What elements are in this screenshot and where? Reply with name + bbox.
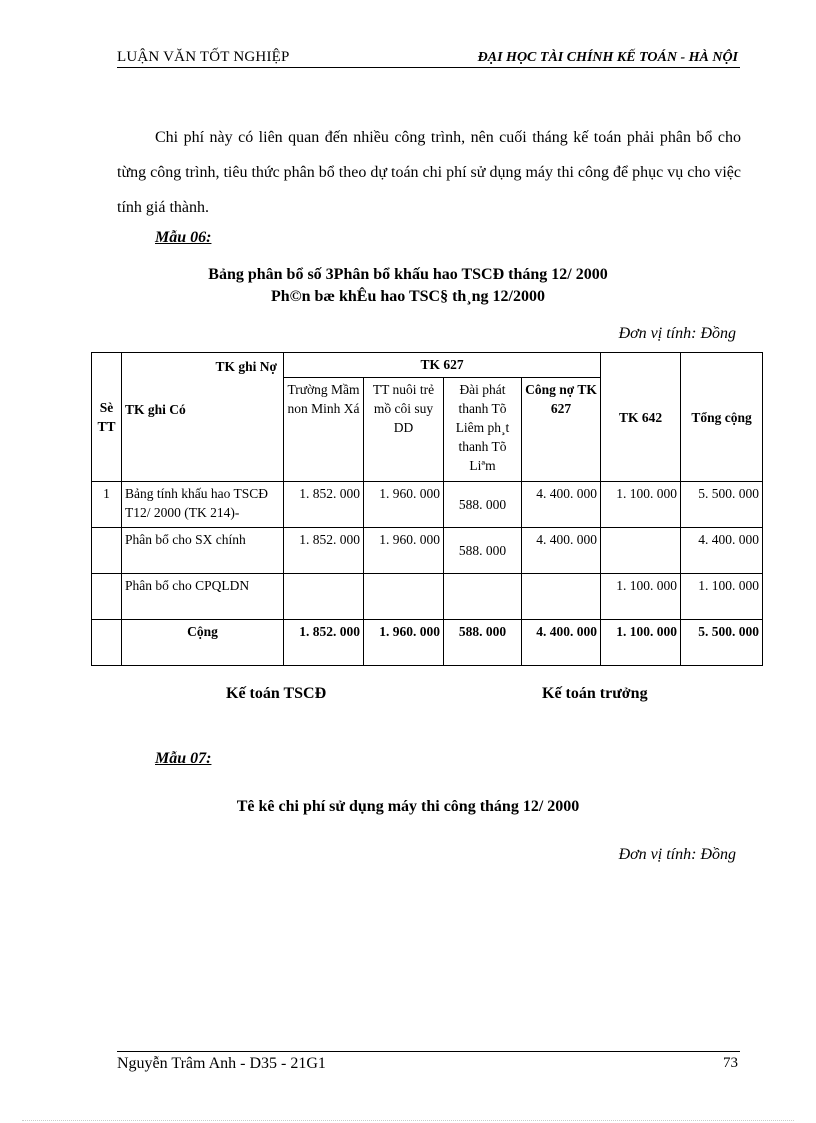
signature-asset-accountant: Kế toán TSCĐ: [226, 685, 327, 702]
header-left: LUẬN VĂN TỐT NGHIỆP: [117, 49, 290, 65]
row-value: [284, 574, 364, 620]
form-07-title: Tê kê chi phí sử dụng máy thi công tháng 12/ 2000: [236, 798, 580, 815]
header-divider: [117, 67, 740, 68]
header-stt: Sè TT: [92, 353, 122, 482]
table-total-row: [92, 620, 763, 666]
row-value: 4. 400. 000: [522, 482, 601, 528]
row-value: 1. 100. 000: [681, 574, 763, 620]
page-edge: [22, 1120, 794, 1121]
header-debit-account: TK ghi Nợ: [215, 359, 277, 374]
header-sub-orphan-center: TT nuôi trẻ mồ côi suy DD: [364, 378, 444, 482]
row-value: 588. 000: [444, 482, 522, 528]
form-06-title: Bảng phân bổ số 3Phân bổ khấu hao TSCĐ tháng 12/ 2000: [208, 266, 608, 283]
row-value: 1. 100. 000: [601, 482, 681, 528]
header-sub-radio-station: Đài phát thanh Tõ Liêm ph¸t thanh Tõ Liªm: [444, 378, 522, 482]
total-label: Cộng: [122, 620, 284, 666]
row-value: 1. 852. 000: [284, 482, 364, 528]
total-stt: [92, 620, 122, 666]
row-value: 1. 960. 000: [364, 528, 444, 574]
header-tk627: TK 627: [284, 353, 601, 378]
row-description: Phân bổ cho SX chính: [122, 528, 284, 574]
form-07-label: Mẫu 07:: [155, 750, 212, 767]
row-value: 1. 960. 000: [364, 482, 444, 528]
table-row: [92, 574, 763, 620]
row-value: [364, 574, 444, 620]
form-06-label: Mẫu 06:: [155, 229, 212, 246]
total-value: 588. 000: [444, 620, 522, 666]
footer-author: Nguyễn Trâm Anh - D35 - 21G1: [117, 1055, 326, 1072]
header-right: ĐẠI HỌC TÀI CHÍNH KẾ TOÁN - HÀ NỘI: [477, 50, 738, 65]
row-value: 588. 000: [444, 528, 522, 574]
intro-paragraph: Chi phí này có liên quan đến nhiều công trình, nên cuối tháng kế toán phải phân bổ cho từng công trình, tiêu thức phân bổ theo dự toán chi phí sử dụng máy thi công để phục vụ cho việc tính giá thành.: [117, 129, 741, 216]
total-value: 1. 960. 000: [364, 620, 444, 666]
row-value: 1. 100. 000: [601, 574, 681, 620]
form-07-unit: Đơn vị tính: Đồng: [618, 846, 736, 863]
signature-chief-accountant: Kế toán trưởng: [542, 685, 648, 702]
total-value: 1. 852. 000: [284, 620, 364, 666]
total-value: 5. 500. 000: [681, 620, 763, 666]
header-total: Tổng cộng: [681, 353, 763, 482]
total-value: 1. 100. 000: [601, 620, 681, 666]
row-description: Bảng tính khấu hao TSCĐ T12/ 2000 (TK 214)-: [122, 482, 284, 528]
row-value: 4. 400. 000: [522, 528, 601, 574]
form-06-subtitle: Ph©n bæ khÊu hao TSC§ th¸ng 12/2000: [271, 288, 545, 305]
row-stt: [92, 574, 122, 620]
depreciation-allocation-table: [91, 352, 763, 666]
header-tk642: TK 642: [601, 353, 681, 482]
table-header-row: [92, 353, 763, 378]
header-credit-account: TK ghi Có: [125, 402, 186, 417]
table-row: [92, 482, 763, 528]
table-row: [92, 528, 763, 574]
header-sub-tk627: Công nợ TK 627: [522, 378, 601, 482]
row-value: [444, 574, 522, 620]
total-value: 4. 400. 000: [522, 620, 601, 666]
row-value: 5. 500. 000: [681, 482, 763, 528]
row-value: 1. 852. 000: [284, 528, 364, 574]
row-stt: 1: [92, 482, 122, 528]
row-value: [522, 574, 601, 620]
header-sub-minh-xa: Trường Mầm non Minh Xá: [284, 378, 364, 482]
row-description: Phân bổ cho CPQLDN: [122, 574, 284, 620]
row-stt: [92, 528, 122, 574]
footer-divider: [117, 1051, 740, 1052]
row-value: 4. 400. 000: [681, 528, 763, 574]
page-number: 73: [723, 1055, 738, 1071]
row-value: [601, 528, 681, 574]
form-06-unit: Đơn vị tính: Đồng: [618, 325, 736, 342]
header-account-cell: [122, 353, 284, 482]
